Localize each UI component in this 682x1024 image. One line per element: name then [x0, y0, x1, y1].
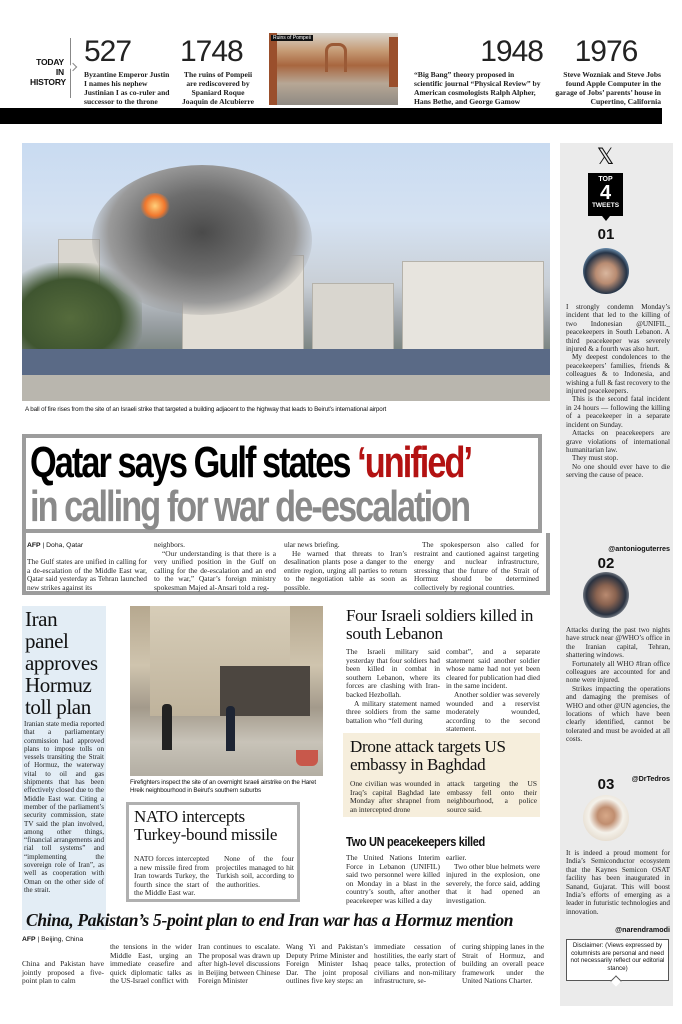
event-year: 1976 [574, 35, 638, 68]
china-col-4 [286, 943, 368, 986]
image-label: Ruins of Pompeii [273, 35, 311, 41]
paragraph: curing shipping lanes in the Strait of Hormuz, and building an overall peace framework under the United Nations Charter. [462, 942, 544, 986]
paragraph: ular news briefing. [284, 540, 340, 549]
paragraph: combat”, and a separate statement said another soldier whose name had not yet been cleared for publication had died in the same incident. [446, 647, 540, 691]
tweet-paragraph: Attacks on peacekeepers are grave violations of international humanitarian law. [566, 429, 670, 454]
brace-divider [70, 38, 77, 98]
main-headline-line1 [30, 438, 472, 487]
badge-bottom: TWEETS [591, 202, 620, 209]
event-text: Steve Wozniak and Steve Jobs found Apple Computer in the garage of Jobs’ parents’ house in Cupertino, California [555, 70, 661, 106]
main-col-2 [154, 541, 276, 593]
label-line: IN [55, 67, 64, 77]
china-col-5 [374, 943, 456, 986]
label-line: HISTORY [30, 77, 66, 87]
history-event-1948 [414, 37, 544, 106]
china-col-2 [110, 943, 192, 986]
history-event-1748 [180, 37, 256, 106]
tweet-rank: 03 [597, 776, 615, 793]
history-event-1976 [551, 37, 661, 106]
location: | Doha, Qatar [42, 542, 84, 549]
badge-top: TOP [598, 176, 613, 183]
israeli-col-2 [446, 648, 540, 734]
person [226, 706, 235, 751]
event-text: “Big Bang” theory proposed in scientific journal “Physical Review” by American cosmologists Ralph Alpher, Hans Bethe, and George Gamow [414, 70, 541, 106]
main-col-4 [414, 541, 539, 593]
nato-col-2 [216, 855, 294, 889]
paragraph: Two other blue helmets were injured in the explosion, one severely, the force said, adding that it had opened an investigation. [446, 861, 540, 905]
tweet-handle[interactable]: @narendramodi [615, 925, 670, 934]
wall-left [269, 33, 277, 105]
paragraph: None of the four projectiles managed to hit Turkish soil, according to the authorities. [216, 854, 294, 889]
paragraph: “Our understanding is that there is a very unified position in the Gulf on calling for the de-escalation and an end to the war,” Qatar’s foreign ministry spokesman Majed al-Ansari told a reg- [154, 548, 276, 592]
israeli-soldiers-headline: Four Israeli soldiers killed in south Lebanon [346, 606, 534, 643]
tweet-3-body [566, 849, 670, 916]
paragraph: China and Pakistan have jointly proposed a five-point plan to calm [22, 959, 104, 986]
nato-col-1 [134, 855, 209, 898]
event-year: 1748 [180, 35, 243, 68]
tweet-handle[interactable]: @DrTedros [631, 774, 670, 783]
tweet-2-body [566, 626, 670, 744]
tweet-handle[interactable]: @antonioguterres [608, 544, 670, 553]
tweet-paragraph: Fortunately all WHO #Iran office colleagues are accounted for and none were injured. [566, 659, 670, 685]
headline-text: Qatar says Gulf states [30, 438, 358, 487]
un-col-1 [346, 854, 440, 906]
drone-col-2 [447, 780, 537, 814]
history-event-527 [84, 37, 174, 106]
nato-headline: NATO intercepts Turkey-bound missile [134, 807, 278, 844]
label-line: TODAY [36, 57, 64, 67]
disclaimer-box: Disclaimer: (Views expressed by columnists are personal and need not necessarily reflect our editorial stance) [566, 939, 669, 981]
event-year: 1948 [480, 35, 543, 68]
paragraph: A military statement named three soldiers from the same battalion who “fell during [346, 698, 440, 725]
paragraph: The spokesperson also called for restraint and cautioned against targeting energy and nuclear infrastructure, stressing that the future of the Strait of Hormuz should be determined collectively by regional countries. [414, 540, 539, 592]
tweet-paragraph: This is the second fatal incident in 24 hours — following the killing of a peacekeeper in a separate incident on Sunday. [566, 395, 670, 429]
iran-body [24, 720, 104, 894]
avatar-narendramodi [583, 795, 629, 841]
un-headline: Two UN peacekeepers killed [346, 834, 485, 849]
arch-shape [325, 43, 347, 72]
drone-headline: Drone attack targets US embassy in Baghdad [350, 737, 506, 774]
photo2-caption: Firefighters inspect the site of an overnight Israeli airstrike on the Haret Hreik neighbourhood in Beirut’s southern suburbs [130, 779, 316, 794]
agency: AFP [27, 542, 41, 549]
smoke-plume [92, 165, 312, 315]
agency: AFP [22, 936, 36, 943]
top-tweets-badge [588, 173, 623, 216]
tweet-paragraph: They must stop. [572, 454, 619, 463]
paragraph: Another soldier was severely wounded and a reservist moderately wounded, according to the second statement. [446, 689, 540, 734]
today-in-history-label [30, 57, 64, 87]
paragraph: Wang Yi and Pakistan’s Deputy Prime Minister and Foreign Minister Ishaq Dar. The joint proposal outlines five key steps: an [286, 942, 368, 986]
paragraph: attack targeting the US embassy fell onto their neighbourhood, a police source said. [447, 779, 537, 814]
paragraph: The United Nations Interim Force in Lebanon (UNIFIL) said two personnel were killed on Monday in a blast in the country’s south, after another peacekeeper was killed a day [346, 853, 440, 905]
main-col-3 [284, 541, 407, 593]
paragraph: the tensions in the wider Middle East, urging an immediate ceasefire and quick diplomatic talks as the US-Israel conflict with [110, 942, 192, 986]
pompeii-image [269, 33, 398, 105]
paragraph: He warned that threats to Iran’s desalination plants pose a danger to the entire region, urging all parties to return to the negotiation table as soon as possible. [284, 548, 407, 592]
paragraph: One civilian was wounded in Iraq’s capital Baghdad late Monday after shrapnel from an intercepted drone [350, 779, 440, 814]
tweet-paragraph: It is indeed a proud moment for India’s Semiconductor ecosystem that the Kaynes Semicon OSAT facility has been inaugurated in Sanand, Gujarat. This will boost India’s efforts of emerging as a leader in futuristic technologies and innovation. [566, 849, 670, 916]
paragraph: NATO forces intercepted a new missile fired from Iran towards Turkey, the fourth since the start of the Middle East war. [134, 854, 209, 898]
event-text: Byzantine Emperor Justin I names his nephew Justinian I as co-ruler and successor to the throne [84, 70, 170, 106]
tweet-rank: 02 [597, 555, 615, 572]
israeli-col-1 [346, 648, 440, 725]
tweet-paragraph: I strongly condemn Monday’s incident that led to the killing of two Indonesian @UNIFIL_ peacekeepers in South Lebanon. A third peacekeeper was severely injured & a fourth was also hurt. [566, 303, 670, 354]
avatar-antonioguterres [583, 248, 629, 294]
badge-number: 4 [599, 182, 612, 204]
avatar-drtedros [583, 572, 629, 618]
hero-photo [22, 143, 550, 401]
china-col-6 [462, 943, 544, 986]
paragraph: neighbors. [154, 540, 185, 549]
china-col-1 [22, 960, 104, 986]
iran-headline: Iran panel approves Hormuz toll plan [25, 607, 98, 719]
wall-right [389, 37, 398, 87]
un-col-2 [446, 854, 540, 906]
tweet-rank: 01 [597, 226, 615, 243]
headline-highlight: ‘unified’ [357, 438, 472, 487]
paragraph: immediate cessation of hostilities, the early start of peace talks, protection of civilians and non-military infrastructure, se- [374, 942, 456, 986]
x-logo-icon: 𝕏 [596, 145, 615, 170]
tweet-paragraph: My deepest condolences to the peacekeepers’ families, friends & colleagues & to Indonesia, and wishing a full & fast recovery to the injured peacekeepers. [566, 353, 670, 396]
paragraph: earlier. [446, 853, 467, 862]
fireball [140, 193, 170, 219]
paragraph: Iran continues to escalate. The proposal was drawn up after high-level discussions in Beijing between Chinese Foreign Minister [198, 942, 280, 986]
paragraph: The Gulf states are unified in calling for a de-escalation of the Middle East war, Qatar said yesterday as Tehran launched new strikes against its [27, 557, 147, 592]
road [22, 375, 550, 401]
china-headline: China, Pakistan’s 5-point plan to end Iran war has a Hormuz mention [26, 910, 514, 930]
person [162, 704, 172, 750]
tweet-paragraph: No one should ever have to die serving the cause of peace. [566, 462, 670, 480]
china-col-3 [198, 943, 280, 986]
drone-col-1 [350, 780, 440, 814]
event-year: 527 [84, 35, 132, 68]
main-col-1 [27, 558, 147, 592]
china-dateline [22, 936, 83, 944]
tweet-1-body [566, 303, 670, 480]
building [402, 261, 544, 353]
main-headline-line2: in calling for war de-escalation [30, 482, 470, 531]
section-bar [0, 108, 662, 124]
event-text: The ruins of Pompeii are rediscovered by Spaniard Roque Joaquin de Alcubierre [181, 70, 254, 106]
tweet-paragraph: Strikes impacting the operations and damaging the premises of WHO and other @UN agencies, the locations of which have been clearly identified, cannot be tolerated and must be avoided at all costs. [566, 684, 670, 744]
main-dateline [27, 542, 83, 550]
beirut-airstrike-photo [130, 606, 323, 776]
planter [296, 750, 318, 766]
hero-caption: A ball of fire rises from the site of an Israeli strike that targeted a building adjacent to the highway that leads to Beirut’s international airport [25, 406, 387, 413]
building [312, 283, 394, 351]
location: | Beijing, China [37, 936, 84, 943]
paragraph: Iranian state media reported that a parliamentary commission had approved plans to impose tolls on vessels transiting the Strait of Hormuz, the waterway vital to oil and gas shipments that has been effectively closed due to the Middle East war. Citing a member of the parliament’s security commission, state TV said the plan involved, among other things, “financial arrangements and rial toll systems” and “implementing the sovereign role of Iran”, as well as cooperation with Oman on the other side of the strait. [24, 720, 104, 894]
tweet-paragraph: Attacks during the past two nights have struck near @WHO’s office in the Iranian capital, Tehran, shattering windows. [566, 626, 670, 660]
paragraph: The Israeli military said yesterday that four soldiers had been killed in combat in southern Lebanon, where its forces are clashing with Iran-backed Hezbollah. [346, 647, 440, 699]
